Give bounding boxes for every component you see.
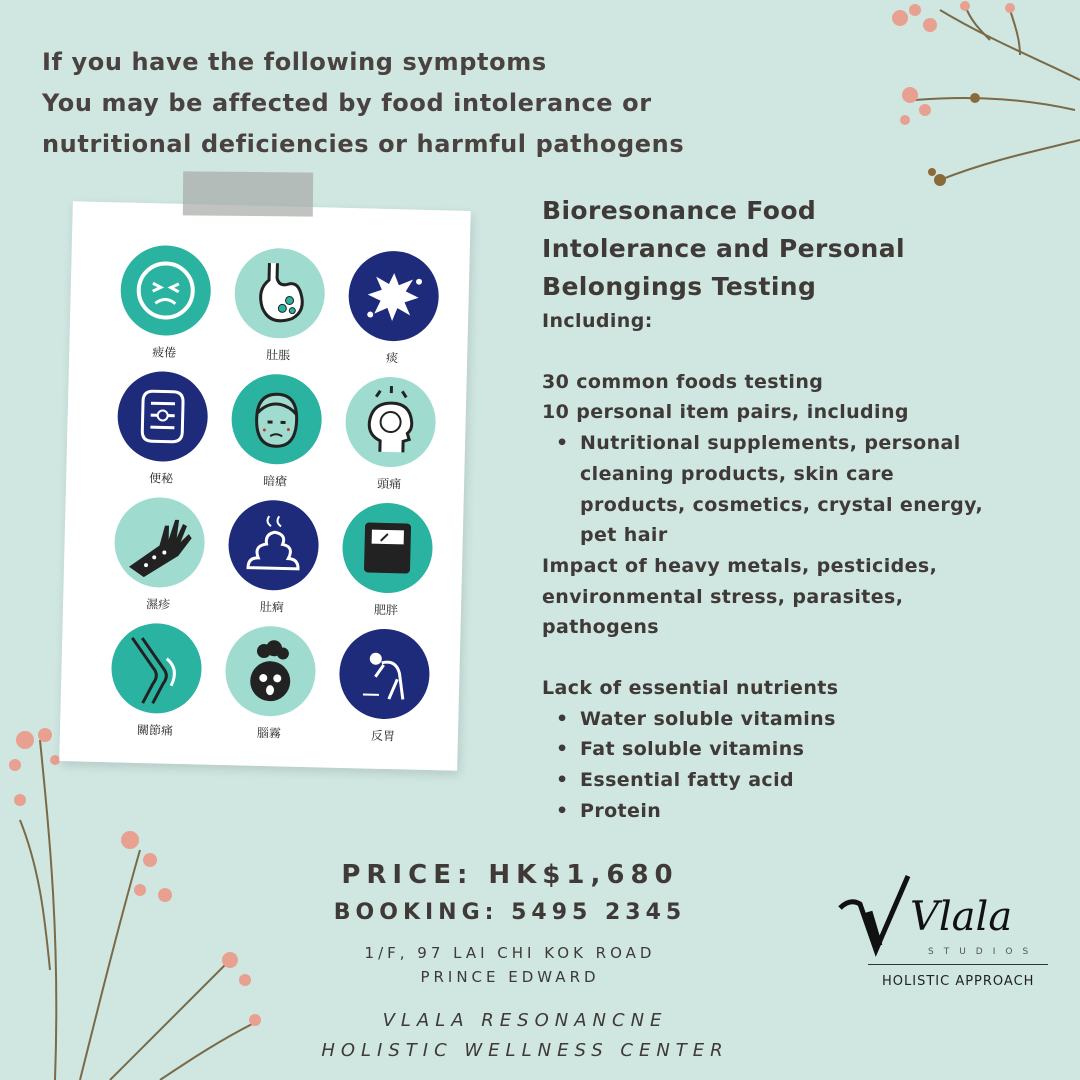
service-body — [542, 306, 1062, 827]
headline-line-3: nutritional deficiencies or harmful pathogens — [42, 130, 685, 158]
service-title-line-2: Intolerance and Personal — [542, 234, 905, 263]
impact-line: Impact of heavy metals, pesticides, — [542, 554, 938, 577]
symptom-item — [220, 373, 333, 491]
acne-face-icon — [231, 373, 323, 465]
bullet: • — [556, 432, 569, 455]
symptom-item — [103, 496, 216, 614]
list-item — [542, 704, 1062, 735]
address-line-2: PRINCE EDWARD — [420, 968, 600, 986]
list-item — [542, 734, 1062, 765]
including-label: Including: — [542, 310, 653, 332]
service-description — [542, 192, 1062, 827]
nutrient: Essential fatty acid — [580, 769, 795, 792]
symptom-label: 腦霧 — [256, 725, 282, 741]
vlala-logo — [838, 868, 1058, 998]
symptom-label: 濕疹 — [145, 597, 171, 612]
symptom-item — [223, 247, 336, 365]
center-name-line-1: VLALA RESONANCNE — [382, 1010, 668, 1031]
symptom-label: 肚痾 — [259, 599, 285, 615]
headline-line-2: You may be affected by food intolerance or — [42, 89, 652, 117]
symptom-label: 便秘 — [148, 471, 174, 486]
poop-icon — [227, 499, 319, 591]
list-item — [542, 428, 1062, 551]
symptom-item — [337, 250, 450, 368]
bullet: • — [556, 769, 569, 792]
center-name-line-2: HOLISTIC WELLNESS CENTER — [321, 1040, 729, 1061]
list-item — [542, 796, 1062, 827]
sub-line: cleaning products, skin care — [580, 462, 895, 485]
phlegm-splash-icon — [348, 250, 440, 342]
stomach-icon — [234, 247, 326, 339]
logo-name: Vlala — [910, 894, 1013, 940]
sub-line: pet hair — [580, 524, 668, 547]
headline — [42, 42, 802, 165]
sub-line: Nutritional supplements, personal — [580, 432, 961, 455]
booking-text[interactable]: BOOKING: 5495 2345 — [333, 900, 687, 925]
bullet: • — [556, 738, 569, 761]
brain-fog-face-icon — [224, 625, 316, 717]
scale-icon — [341, 502, 433, 594]
intestine-icon — [117, 370, 209, 462]
service-title-line-3: Belongings Testing — [542, 272, 817, 301]
item-foods: 30 common foods testing — [542, 370, 824, 393]
symptom-item — [328, 628, 441, 746]
symptom-label: 頭痛 — [376, 476, 402, 492]
list-item — [542, 765, 1062, 796]
symptom-label: 暗瘡 — [262, 473, 288, 489]
symptom-item — [217, 499, 330, 617]
knee-joint-icon — [110, 622, 202, 714]
bullet: • — [556, 799, 569, 822]
sub-line: products, cosmetics, crystal energy, — [580, 493, 984, 516]
bullet: • — [556, 707, 569, 730]
symptom-item — [334, 376, 447, 494]
symptom-card — [59, 201, 471, 771]
symptom-item — [100, 622, 213, 740]
symptom-label: 疲倦 — [152, 345, 177, 360]
symptom-label: 肥胖 — [373, 602, 399, 618]
nausea-person-icon — [338, 628, 430, 720]
symptom-label: 肚脹 — [266, 347, 291, 363]
service-title — [542, 192, 1062, 306]
price-text: PRICE: HK$1,680 — [341, 860, 679, 890]
symptom-item — [109, 244, 222, 362]
nutrient: Water soluble vitamins — [580, 707, 836, 730]
eczema-hand-icon — [114, 496, 206, 588]
service-title-line-1: Bioresonance Food — [542, 196, 817, 225]
headline-line-1: If you have the following symptoms — [42, 48, 547, 76]
impact-line: pathogens — [542, 616, 660, 639]
tired-face-icon — [120, 244, 212, 336]
symptom-item — [331, 502, 444, 620]
flower-branch-top-right-icon — [870, 0, 1080, 200]
nutrient: Fat soluble vitamins — [580, 738, 805, 761]
logo-tagline: HOLISTIC APPROACH — [882, 974, 1035, 989]
symptom-label: 反胃 — [370, 728, 396, 744]
impact-line: environmental stress, parasites, — [542, 585, 904, 608]
symptom-item — [214, 625, 327, 743]
lack-label: Lack of essential nutrients — [542, 677, 839, 700]
symptom-label: 痰 — [385, 350, 399, 366]
item-personal: 10 personal item pairs, including — [542, 401, 909, 424]
nutrient: Protein — [580, 799, 662, 822]
tape-decoration — [183, 171, 313, 216]
symptom-item — [106, 370, 219, 488]
logo-sub: STUDIOS — [928, 947, 1039, 957]
symptom-label: 關節痛 — [136, 722, 174, 738]
headache-head-icon — [345, 376, 437, 468]
logo-mark-icon — [838, 868, 1058, 958]
address-line-1: 1/F, 97 LAI CHI KOK ROAD — [364, 944, 656, 962]
